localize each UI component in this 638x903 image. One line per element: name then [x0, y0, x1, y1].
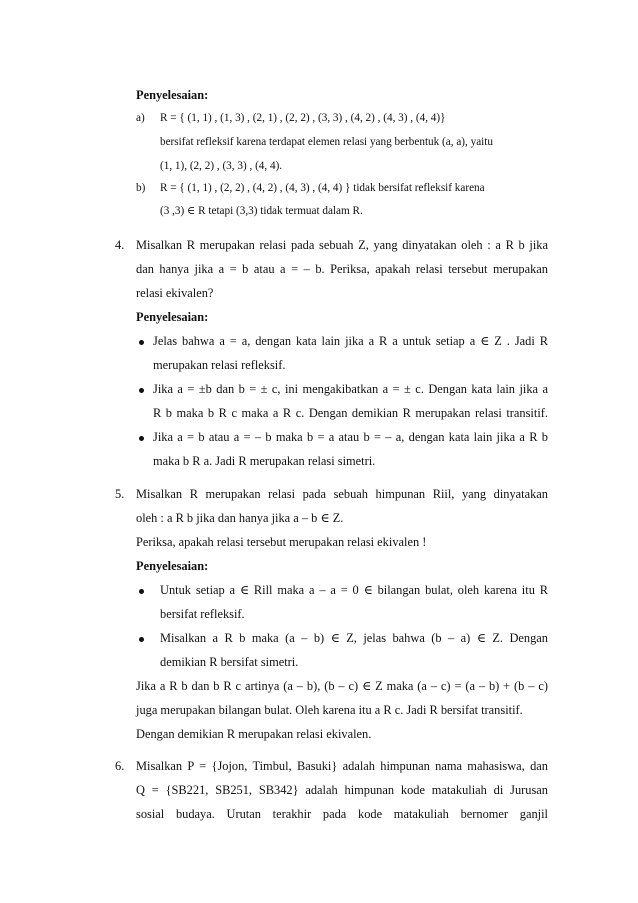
p4-bullet-2-dot	[139, 381, 144, 397]
p3-a-set: R = { (1, 1) , (1, 3) , (2, 1) , (2, 2) , (3, 3) , (4, 2) , (4, 3) , (4, 4)}	[160, 112, 446, 124]
p5-bullet-2-line2: demikian R bersifat simetri.	[160, 655, 299, 669]
p3-b-label: b)	[136, 182, 146, 194]
p5-heading: Penyelesaian:	[136, 559, 209, 573]
p3-heading: Penyelesaian:	[136, 88, 209, 102]
p4-number: 4.	[115, 238, 125, 252]
p4-bullet-1-line1: Jelas bahwa a = a, dengan kata lain jika a R a untuk setiap a ∈ Z . Jadi R	[153, 334, 548, 348]
p5-bullet-1-line2: bersifat refleksif.	[160, 607, 245, 621]
p5-conclusion: Dengan demikian R merupakan relasi ekivalen.	[136, 727, 372, 741]
p5-bullet-1-line1: Untuk setiap a ∈ Rill maka a – a = 0 ∈ bilangan bulat, oleh karena itu R	[160, 583, 548, 597]
p5-bullet-2-dot	[139, 630, 144, 646]
p5-number: 5.	[115, 487, 125, 501]
p4-q-line3: relasi ekivalen?	[136, 286, 214, 300]
p4-heading: Penyelesaian:	[136, 310, 209, 324]
p5-transitive-line1: Jika a R b dan b R c artinya (a – b), (b – c) ∈ Z maka (a – c) = (a – b) + (b – c)	[136, 679, 548, 693]
p6-line2: Q = {SB221, SB251, SB342} adalah himpunan kode matakuliah di Jurusan	[136, 783, 548, 797]
p6-line3: sosial budaya. Urutan terakhir pada kode matakuliah bernomer ganjil	[136, 807, 548, 821]
p4-bullet-3-line1: Jika a = b atau a = – b maka b = a atau b = – a, dengan kata lain jika a R b	[153, 430, 548, 444]
p4-bullet-2-line1: Jika a = ±b dan b = ± c, ini mengakibatkan a = ± c. Dengan kata lain jika a	[153, 382, 548, 396]
p5-bullet-1-dot	[139, 582, 144, 598]
p5-bullet-2-line1: Misalkan a R b maka (a – b) ∈ Z, jelas bahwa (b – a) ∈ Z. Dengan	[160, 631, 548, 645]
p5-transitive-line2: juga merupakan bilangan bulat. Oleh karena itu a R c. Jadi R bersifat transitif.	[136, 703, 523, 717]
p4-q-line1: Misalkan R merupakan relasi pada sebuah Z, yang dinyatakan oleh : a R b jika	[136, 238, 548, 252]
p3-b-set: R = { (1, 1) , (2, 2) , (4, 2) , (4, 3) , (4, 4) } tidak bersifat refleksif karena	[160, 182, 485, 194]
p5-q-line2: oleh : a R b jika dan hanya jika a – b ∈ Z.	[136, 511, 344, 525]
p3-a-text2: (1, 1), (2, 2) , (3, 3) , (4, 4).	[160, 160, 283, 172]
p4-bullet-2-line2: R b maka b R c maka a R c. Dengan demikian R merupakan relasi transitif.	[153, 406, 548, 420]
p5-q-line1: Misalkan R merupakan relasi pada sebuah himpunan Riil, yang dinyatakan	[136, 487, 548, 501]
p3-a-label: a)	[136, 112, 145, 124]
p4-bullet-3-line2: maka b R a. Jadi R merupakan relasi simetri.	[153, 454, 376, 468]
p4-bullet-3-dot	[139, 429, 144, 445]
p4-q-line2: dan hanya jika a = b atau a = – b. Periksa, apakah relasi tersebut merupakan	[136, 262, 548, 276]
p5-q-line3: Periksa, apakah relasi tersebut merupakan relasi ekivalen !	[136, 535, 427, 549]
p6-number: 6.	[115, 759, 125, 773]
p3-b-text: (3 ,3) ∈ R tetapi (3,3) tidak termuat dalam R.	[160, 205, 363, 217]
p3-a-text1: bersifat refleksif karena terdapat elemen relasi yang berbentuk (a, a), yaitu	[160, 136, 493, 148]
p4-bullet-1-line2: merupakan relasi refleksif.	[153, 358, 286, 372]
p6-line1: Misalkan P = {Jojon, Timbul, Basuki} adalah himpunan nama mahasiswa, dan	[136, 759, 548, 773]
p4-bullet-1-dot	[139, 333, 144, 349]
